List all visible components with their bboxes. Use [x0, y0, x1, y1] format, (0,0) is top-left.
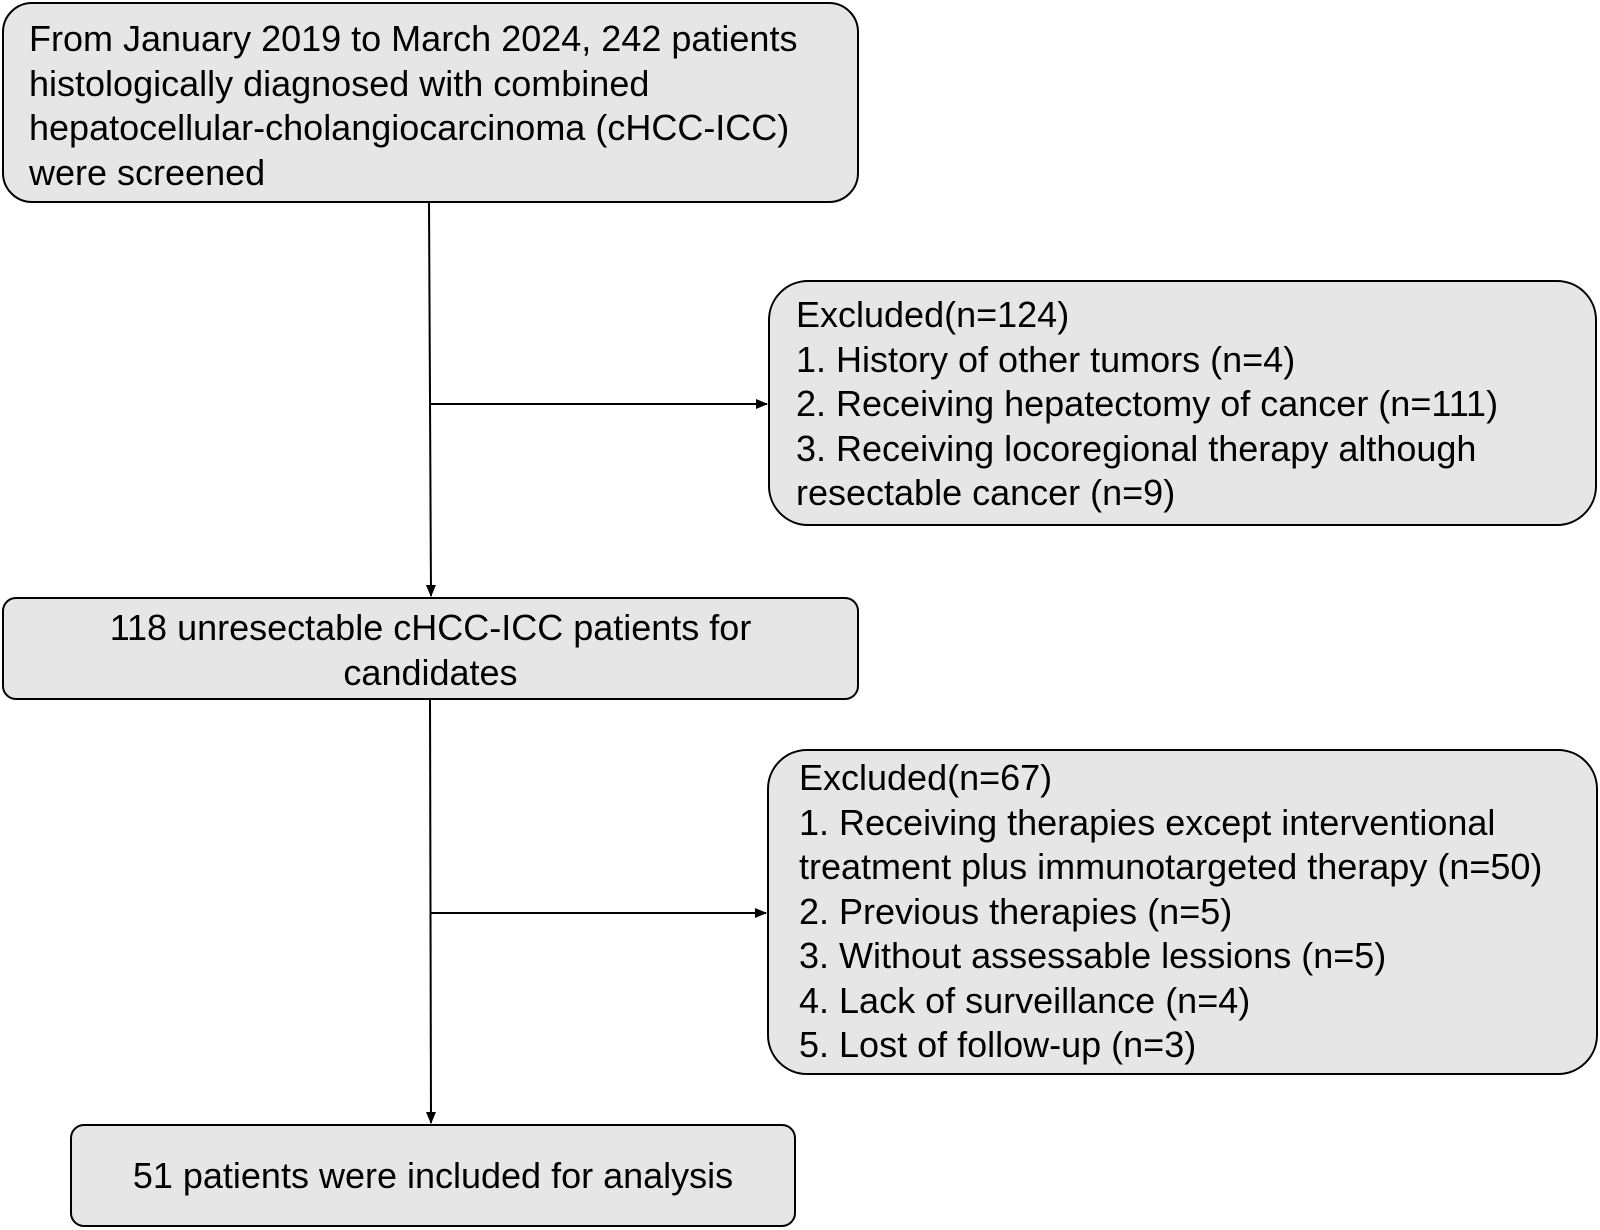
excluded-first-item: 1. History of other tumors (n=4) — [796, 338, 1296, 380]
screened-line: were screened — [29, 151, 266, 193]
candidates-line: 118 unresectable cHCC-ICC patients for — [109, 607, 752, 648]
excluded-second-item: treatment plus immunotargeted therapy (n=50) — [799, 846, 1543, 887]
excluded-second-item: 1. Receiving therapies except interventional — [799, 801, 1496, 843]
excluded-first-title: Excluded(n=124) — [796, 294, 1070, 335]
excluded-first-item: resectable cancer (n=9) — [796, 472, 1176, 513]
excluded-second-title: Excluded(n=67) — [799, 757, 1053, 798]
candidates-line: candidates — [343, 651, 518, 693]
screened-line: From January 2019 to March 2024, 242 patients — [29, 18, 798, 59]
excluded-second-item: 2. Previous therapies (n=5) — [799, 890, 1233, 932]
candidates-box — [2, 597, 859, 700]
excluded-second-item: 3. Without assessable lessions (n=5) — [799, 935, 1387, 976]
screened-box — [2, 2, 859, 203]
excluded-second-item: 5. Lost of follow-up (n=3) — [799, 1024, 1197, 1065]
excluded-second-item: 4. Lack of surveillance (n=4) — [799, 979, 1251, 1021]
arrow-screened-to-candidates — [429, 203, 431, 596]
excluded-first-box — [768, 280, 1597, 526]
arrow-candidates-to-included — [430, 700, 431, 1123]
screened-line: histologically diagnosed with combined — [29, 62, 650, 104]
included-label: 51 patients were included for analysis — [132, 1155, 734, 1196]
excluded-second-box — [767, 749, 1598, 1075]
excluded-first-item: 3. Receiving locoregional therapy although — [796, 427, 1477, 469]
included-box — [70, 1124, 796, 1227]
excluded-first-item: 2. Receiving hepatectomy of cancer (n=111) — [796, 383, 1499, 424]
screened-line: hepatocellular-cholangiocarcinoma (cHCC-ICC) — [29, 107, 790, 148]
